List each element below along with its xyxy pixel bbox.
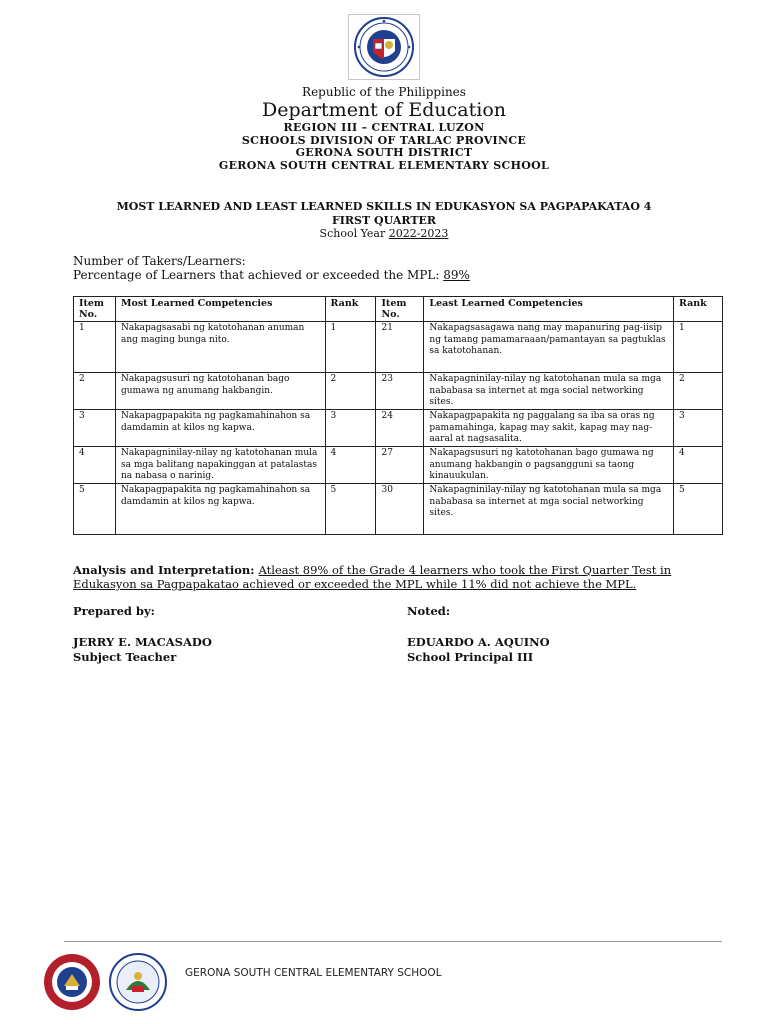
rank: 2 (325, 373, 376, 410)
division-line: SCHOOLS DIVISION OF TARLAC PROVINCE (241, 133, 527, 147)
title-line-1: MOST LEARNED AND LEAST LEARNED SKILLS IN EDUKASYON SA PAGPAPAKATAO 4 (116, 200, 652, 213)
district-line: GERONA SOUTH DISTRICT (295, 146, 473, 160)
mpl-value: 89% (443, 268, 470, 282)
table-row (74, 447, 723, 484)
table-row (74, 373, 723, 410)
school-year-label: School Year (319, 227, 389, 240)
analysis-text: Atleast 89% of the Grade 4 learners who took the First Quarter Test in Edukasyon sa Pagpapakatao achieved or exceeded the MPL while 11% did not achieve the MPL. (73, 563, 672, 591)
table-header-row (74, 297, 723, 322)
school-line: GERONA SOUTH CENTRAL ELEMENTARY SCHOOL (218, 158, 550, 172)
prepared-role: Subject Teacher (73, 650, 177, 664)
footer-school-name: GERONA SOUTH CENTRAL ELEMENTARY SCHOOL (185, 967, 442, 979)
noted-label: Noted: (407, 604, 451, 618)
noted-name: EDUARDO A. AQUINO (407, 635, 550, 649)
competencies-table (73, 296, 723, 535)
item-number: 3 (74, 410, 116, 447)
prepared-label: Prepared by: (73, 604, 155, 618)
item-number: 21 (376, 322, 424, 373)
header-rank: Rank (674, 297, 723, 322)
least-learned-competency: Nakapagpapakita ng paggalang sa iba sa oras ng pamamahinga, kapag may sakit, kapag may nag-aaral at nagsasalita. (424, 410, 674, 447)
item-number: 5 (74, 484, 116, 535)
table-row (74, 322, 723, 373)
school-year (0, 227, 768, 241)
item-number: 2 (74, 373, 116, 410)
most-learned-competency: Nakapagpapakita ng pagkamahinahon sa damdamin at kilos ng kapwa. (115, 484, 325, 535)
region-line: REGION III – CENTRAL LUZON (283, 121, 485, 134)
department-name: Department of Education (262, 99, 506, 121)
report-title (0, 200, 768, 241)
header-item-no: Item No. (376, 297, 424, 322)
header-most-learned: Most Learned Competencies (115, 297, 325, 322)
rank: 1 (325, 322, 376, 373)
analysis-paragraph (73, 563, 713, 591)
school-logo (108, 952, 168, 1012)
table-row (74, 410, 723, 447)
rank: 1 (674, 322, 723, 373)
header-item-no: Item No. (74, 297, 116, 322)
most-learned-competency: Nakapagsusuri ng katotohanan bago gumawa ng anumang hakbangin. (115, 373, 325, 410)
least-learned-competency: Nakapagninilay-nilay ng katotohanan mula sa mga nababasa sa internet at mga social networking sites. (424, 373, 674, 410)
office-block (0, 122, 768, 172)
item-number: 4 (74, 447, 116, 484)
most-learned-competency: Nakapagpapakita ng pagkamahinahon sa damdamin at kilos ng kapwa. (115, 410, 325, 447)
item-number: 1 (74, 322, 116, 373)
title-line-2: FIRST QUARTER (331, 213, 437, 227)
most-learned-competency: Nakapagninilay-nilay ng katotohanan mula sa mga balitang napakinggan at patalastas na nabasa o narinig. (115, 447, 325, 484)
prepared-by-block (73, 604, 212, 665)
noted-role: School Principal III (407, 650, 534, 664)
rank: 3 (674, 410, 723, 447)
rank: 2 (674, 373, 723, 410)
item-number: 27 (376, 447, 424, 484)
rank: 3 (325, 410, 376, 447)
stats-block (73, 254, 470, 282)
noted-by-block (407, 604, 550, 665)
least-learned-competency: Nakapagsusuri ng katotohanan bago gumawa ng anumang hakbangin o pagsangguni sa taong kinauukulan. (424, 447, 674, 484)
least-learned-competency: Nakapagninilay-nilay ng katotohanan mula sa mga nababasa sa internet at mga social networking sites. (424, 484, 674, 535)
least-learned-competency: Nakapagsasagawa nang may mapanuring pag-iisip ng tamang pamamaraaan/pamantayan sa pagtuklas sa katotohanan. (424, 322, 674, 373)
rank: 4 (325, 447, 376, 484)
mpl-label: Percentage of Learners that achieved or exceeded the MPL: (73, 268, 444, 282)
header-least-learned: Least Learned Competencies (424, 297, 674, 322)
deped-seal-logo (349, 15, 419, 79)
school-year-value: 2022-2023 (388, 227, 449, 240)
item-number: 24 (376, 410, 424, 447)
division-logo (42, 952, 102, 1012)
header-rank: Rank (325, 297, 376, 322)
prepared-name: JERRY E. MACASADO (73, 635, 212, 649)
analysis-label: Analysis and Interpretation: (73, 563, 259, 577)
most-learned-competency: Nakapagsasabi ng katotohanan anuman ang maging bunga nito. (115, 322, 325, 373)
item-number: 23 (376, 373, 424, 410)
deped-seal-frame (348, 14, 420, 80)
table-row (74, 484, 723, 535)
rank: 5 (325, 484, 376, 535)
mpl-line (73, 268, 470, 282)
footer-divider (64, 941, 722, 942)
item-number: 30 (376, 484, 424, 535)
rank: 5 (674, 484, 723, 535)
republic-line: Republic of the Philippines (302, 85, 466, 99)
takers-label: Number of Takers/Learners: (73, 254, 246, 268)
rank: 4 (674, 447, 723, 484)
